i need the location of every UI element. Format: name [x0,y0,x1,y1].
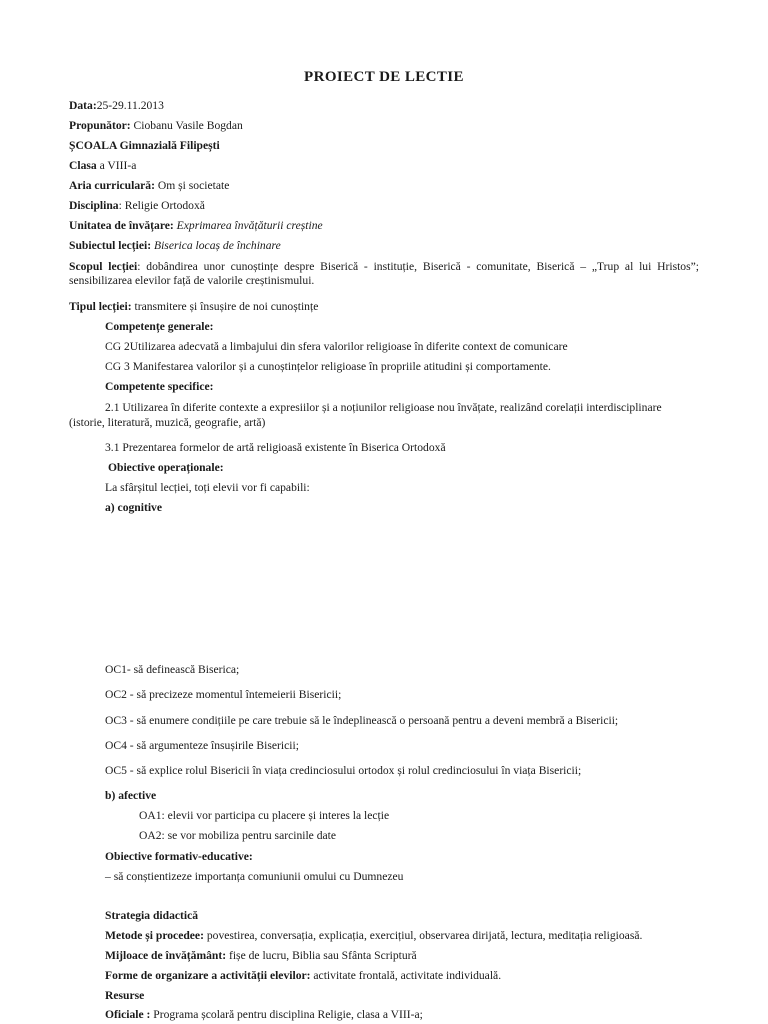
unitatea-value: Exprimarea învățăturii creștine [173,219,323,232]
tipul-value: transmitere și însușire de noi cunoștințe [131,300,319,313]
competente-specifice-heading: Competente specifice: [105,380,214,393]
scopul-value: : dobândirea unor cunoștințe despre Biserică - instituție, Biserică - comunitate, Biserică – „Trup al lui Hristos”; sensibilizarea elevilor față de valorile creștinismului. [69,260,699,287]
afective-heading: b) afective [105,789,157,802]
mijloace-label: Mijloace de învățământ: [105,949,227,962]
oc2-item: OC2 - să precizeze momentul întemeierii Bisericii; [105,688,342,701]
cs21-text-line1: 2.1 Utilizarea în diferite contexte a expresiilor și a noțiunilor religioase nou învățate, realizând corelații interdisciplinare [105,401,662,414]
unitatea-row [69,219,323,233]
mijloace-row [105,949,417,963]
school-name: ȘCOALA Gimnazială Filipești [69,139,220,152]
clasa-label: Clasa [69,159,97,172]
strategia-heading: Strategia didactică [105,909,199,922]
metode-label: Metode și procedee: [105,929,204,942]
oc1-item: OC1- să definească Biserica; [105,663,240,676]
aria-value: Om și societate [154,179,230,192]
forme-value: activitate frontală, activitate individuală. [310,969,502,982]
forme-label: Forme de organizare a activității elevilor: [105,969,311,982]
oficiale-row [105,1008,423,1022]
clasa-row [69,159,136,173]
oficiale-label: Oficiale : [105,1008,154,1021]
disciplina-label: Disciplina [69,199,119,212]
page-title: PROIECT DE LECTIE [304,69,464,85]
competente-generale-heading: Competențe generale: [105,320,214,333]
forme-row [105,969,501,983]
data-label: Data: [69,99,97,112]
data-value: 25-29.11.2013 [96,99,164,112]
resurse-heading: Resurse [105,989,145,1002]
oficiale-value: Programa școlară pentru disciplina Religie, clasa a VIII-a; [153,1008,423,1021]
disciplina-row [69,199,205,213]
cs31-text: 3.1 Prezentarea formelor de artă religioasă existente în Biserica Ortodoxă [105,441,446,454]
cg3-text: CG 3 Manifestarea valorilor și a cunoștințelor religioase în propriile atitudini și comportamente. [105,360,551,373]
subiectul-value: Biserica locaș de închinare [151,239,281,252]
cg2-text: CG 2Utilizarea adecvată a limbajului din sfera valorilor religioase în diferite context de comunicare [105,340,568,353]
clasa-value: a VIII-a [96,159,137,172]
metode-value: povestirea, conversația, explicația, exercițiul, observarea dirijată, lectura, meditația religioasă. [203,929,643,942]
metode-row [105,929,642,943]
subiectul-label: Subiectul lecției: [69,239,152,252]
propunator-label: Propunător: [69,119,131,132]
data-row [69,99,164,113]
oa1-item: OA1: elevii vor participa cu placere și interes la lecție [139,809,390,822]
aria-label: Aria curriculară: [69,179,155,192]
propunator-row [69,119,243,133]
scopul-paragraph [69,260,699,288]
propunator-value: Ciobanu Vasile Bogdan [130,119,243,132]
aria-row [69,179,229,193]
tipul-label: Tipul lecției: [69,300,132,313]
subiectul-row [69,239,281,253]
oc3-item: OC3 - să enumere condițiile pe care trebuie să le îndeplinească o persoană pentru a deveni membră a Bisericii; [105,714,619,727]
unitatea-label: Unitatea de învățare: [69,219,174,232]
disciplina-value: : Religie Ortodoxă [118,199,205,212]
obiective-heading: Obiective operaționale: [108,461,224,474]
obiective-intro: La sfârșitul lecției, toți elevii vor fi capabili: [105,481,310,494]
formativ-text: – să conștientizeze importanța comuniunii omului cu Dumnezeu [105,870,404,883]
scopul-label: Scopul lecției [69,260,138,273]
oc4-item: OC4 - să argumenteze însușirile Bisericii; [105,739,299,752]
oc5-item: OC5 - să explice rolul Bisericii în viața credinciosului ortodox și rolul credinciosului în viața Bisericii; [105,764,582,777]
mijloace-value: fișe de lucru, Biblia sau Sfânta Scriptură [226,949,417,962]
formativ-heading: Obiective formativ-educative: [105,850,253,863]
oa2-item: OA2: se vor mobiliza pentru sarcinile date [139,829,337,842]
cognitive-heading: a) cognitive [105,501,162,514]
cs21-text-line2: (istorie, literatură, muzică, geografie, artă) [69,416,266,429]
tipul-row [69,300,318,314]
